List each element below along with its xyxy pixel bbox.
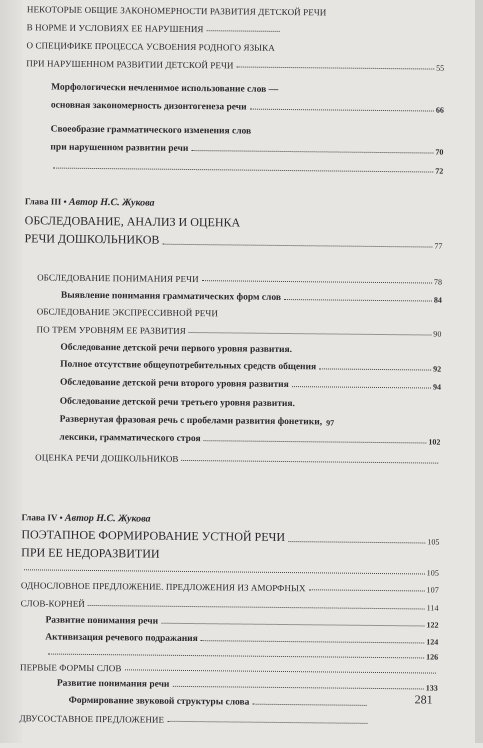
- leader-dots: [237, 66, 435, 69]
- leader-dots: [172, 686, 423, 690]
- leader-dots: [48, 654, 424, 659]
- toc-entry-text: при нарушенном развитии речи: [50, 142, 189, 154]
- toc-entry: [60, 360, 441, 374]
- toc-entry-text: ПЕРВЫЕ ФОРМЫ СЛОВ: [19, 662, 122, 674]
- toc-entry: [51, 125, 444, 139]
- toc-entry: [21, 564, 439, 577]
- toc-entry-text: Полное отсутствие общеупотребительных средств общения: [60, 359, 317, 373]
- toc-entry-text: Развернутая фразовая речь с пробелами развития фонетики,: [59, 414, 323, 428]
- toc-entry: [21, 598, 439, 612]
- toc-entry: [61, 291, 442, 305]
- toc-page-number: 107: [426, 585, 439, 595]
- chapter-title-line: ПОЭТАПНОЕ ФОРМИРОВАНИЕ УСТНОЙ РЕЧИ: [21, 527, 286, 545]
- leader-dots: [182, 460, 439, 464]
- toc-entry-text: Активизация речевого подражания: [45, 632, 198, 645]
- toc-entry-text: О СПЕЦИФИКЕ ПРОЦЕССА УСВОЕНИЯ РОДНОГО ЯЗЫКА: [26, 40, 275, 53]
- toc-page-number: 97: [326, 418, 335, 428]
- leader-dots: [201, 640, 425, 643]
- toc-page-number: 84: [433, 295, 442, 305]
- toc-entry-text: ОБСЛЕДОВАНИЕ ПОНИМАНИЯ РЕЧИ: [37, 272, 199, 285]
- toc-page-number: 70: [435, 147, 444, 157]
- toc-entry-text: Морфологически нечленимое использование слов —: [51, 82, 279, 95]
- toc-entry: [20, 662, 438, 676]
- toc-entry-text: ДВУСОСТАВНОЕ ПРЕДЛОЖЕНИЕ: [19, 713, 165, 725]
- toc-page-number: 126: [426, 652, 439, 662]
- toc-entry: [50, 163, 443, 176]
- toc-entry-text: СЛОВ-КОРНЕЙ: [20, 598, 85, 609]
- leader-dots: [207, 30, 280, 32]
- toc-entry-text: Обследование детской речи первого уровня развития.: [60, 342, 293, 356]
- toc-entry: [35, 452, 440, 466]
- leader-dots: [204, 440, 427, 443]
- toc-entry: [51, 83, 444, 97]
- toc-entry-text: ОЦЕНКА РЕЧИ ДОШКОЛЬНИКОВ: [35, 452, 179, 464]
- toc-entry: [60, 378, 441, 392]
- toc-entry-text: основная закономерность дизонтогенеза речи: [50, 100, 247, 113]
- toc-entry: [27, 4, 445, 18]
- toc-entry: [26, 40, 406, 54]
- toc-entry-text: Формирование звуковой структуры слова: [68, 695, 250, 708]
- leader-dots: [252, 704, 366, 706]
- chapter-bullet: •: [59, 512, 63, 523]
- toc-page-number: 77: [434, 241, 443, 251]
- toc-entry: [45, 649, 438, 662]
- chapter-heading: [25, 196, 155, 208]
- toc-entry-text: Выявление понимания грамматических форм слов: [60, 290, 282, 303]
- toc-entry-text: Развитие понимания речи: [56, 678, 170, 690]
- chapter-title-line: ОБСЛЕДОВАНИЕ, АНАЛИЗ И ОЦЕНКА: [24, 213, 241, 230]
- toc-page-number: 78: [433, 277, 443, 287]
- leader-dots: [189, 332, 431, 336]
- toc-entry: [37, 324, 442, 338]
- leader-dots: [284, 299, 432, 302]
- toc-page-number: 105: [426, 568, 440, 578]
- toc-entry-text: ОДНОСЛОВНОЕ ПРЕДЛОЖЕНИЕ. ПРЕДЛОЖЕНИЯ ИЗ АМОРФНЫХ: [20, 580, 306, 594]
- leader-dots: [88, 605, 425, 610]
- toc-entry: [69, 696, 369, 709]
- page-number: 281: [414, 692, 433, 707]
- leader-dots: [288, 541, 425, 543]
- chapter-author: Автор Н.С. Жукова: [64, 512, 151, 525]
- toc-entry-text: ПО ТРЕМ УРОВНЯМ ЕЕ РАЗВИТИЯ: [36, 324, 186, 336]
- toc-page-number: 90: [433, 329, 442, 339]
- toc-page-number: 66: [435, 105, 444, 115]
- toc-page-number: 105: [427, 537, 440, 547]
- toc-entry-text: Своеобразие грамматического изменения слов: [50, 124, 252, 137]
- toc-page-number: 124: [426, 637, 439, 647]
- leader-dots: [53, 168, 433, 173]
- toc-entry: [60, 415, 441, 429]
- toc-entry: [57, 679, 438, 693]
- chapter-title: [25, 213, 241, 230]
- toc-page-number: 92: [433, 364, 442, 374]
- chapter-heading: [22, 512, 151, 524]
- toc-page-number: 114: [426, 603, 439, 613]
- toc-entry: [19, 713, 369, 727]
- chapter-title: [21, 545, 160, 561]
- toc-entry: [59, 433, 440, 447]
- toc-entry-text: ПРИ НАРУШЕННОМ РАЗВИТИИ ДЕТСКОЙ РЕЧИ: [26, 58, 234, 71]
- toc-entry: [37, 272, 442, 286]
- toc-entry-text: ОБСЛЕДОВАНИЕ ЭКСПРЕССИВНОЙ РЕЧИ: [36, 306, 219, 319]
- toc-entry: [37, 306, 442, 320]
- chapter-title-line: РЕЧИ ДОШКОЛЬНИКОВ: [24, 231, 160, 247]
- leader-dots: [162, 244, 432, 248]
- toc-page-number: 133: [425, 683, 438, 693]
- toc-entry-text: Развитие понимания речи: [45, 615, 159, 627]
- toc-entry: [45, 616, 438, 630]
- leader-dots: [191, 150, 433, 154]
- toc-page-number: 55: [436, 63, 445, 73]
- toc-entry: [45, 633, 438, 647]
- toc-entry-text: лексики, грамматического строя: [59, 432, 201, 445]
- chapter-title-entry: [24, 231, 442, 250]
- toc-entry: [50, 143, 443, 157]
- toc-entry-text: Обследование детской речи второго уровня развития: [59, 377, 289, 391]
- chapter-author: Автор Н.С. Жукова: [68, 196, 155, 209]
- toc-entry-text: НЕКОТОРЫЕ ОБЩИЕ ЗАКОНОМЕРНОСТИ РАЗВИТИЯ ДЕТСКОЙ РЕЧИ: [26, 4, 327, 18]
- toc-page-number: 72: [435, 166, 444, 176]
- leader-dots: [319, 368, 431, 370]
- leader-dots: [309, 589, 425, 591]
- chapter-title-entry: [21, 527, 439, 546]
- toc-entry: [60, 397, 441, 411]
- toc-entry: [26, 58, 444, 72]
- toc-entry-text: Обследование детской речи третьего уровня развития.: [59, 396, 295, 410]
- toc-entry: [60, 343, 441, 357]
- chapter-number: Глава IV: [21, 512, 58, 523]
- toc-entry: [27, 22, 282, 35]
- chapter-number: Глава III: [24, 196, 62, 207]
- chapter-title-line: ПРИ ЕЕ НЕДОРАЗВИТИИ: [21, 545, 160, 561]
- toc-entry: [21, 580, 439, 594]
- toc-entry: [51, 101, 444, 115]
- toc-page-number: 94: [432, 382, 442, 392]
- chapter-bullet: •: [63, 196, 67, 207]
- leader-dots: [167, 721, 367, 724]
- toc-page-number: 122: [426, 620, 439, 630]
- leader-dots: [161, 623, 424, 627]
- leader-dots: [292, 386, 431, 388]
- toc-page-number: 102: [428, 437, 441, 447]
- leader-dots: [202, 280, 432, 283]
- leader-dots: [125, 669, 436, 673]
- toc-entry-text: В НОРМЕ И УСЛОВИЯХ ЕЕ НАРУШЕНИЯ: [26, 22, 204, 35]
- leader-dots: [24, 569, 425, 574]
- leader-dots: [250, 109, 434, 112]
